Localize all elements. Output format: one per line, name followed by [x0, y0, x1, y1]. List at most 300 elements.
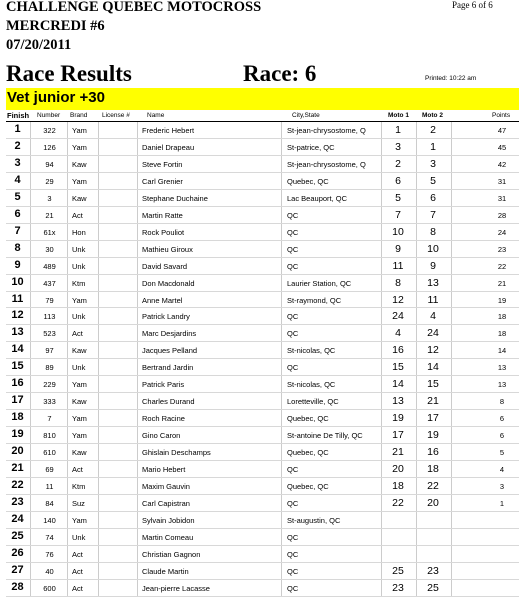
- column-divider: [381, 173, 382, 189]
- cell-finish: 21: [11, 462, 24, 475]
- header-finish: Finish: [7, 111, 30, 120]
- column-divider: [98, 563, 99, 579]
- table-row: [6, 478, 519, 495]
- cell-city: St-nicolas, QC: [287, 346, 336, 356]
- column-divider: [451, 224, 452, 240]
- column-divider: [67, 546, 68, 562]
- cell-finish: 7: [14, 224, 21, 237]
- cell-finish: 12: [11, 309, 24, 322]
- column-divider: [451, 292, 452, 308]
- column-divider: [281, 359, 282, 375]
- cell-moto1: 17: [392, 429, 404, 442]
- column-divider: [67, 512, 68, 528]
- cell-moto1: 8: [395, 276, 401, 289]
- column-divider: [451, 359, 452, 375]
- column-divider: [381, 359, 382, 375]
- cell-moto1: 12: [392, 293, 404, 306]
- cell-name: Bertrand Jardin: [142, 363, 194, 373]
- cell-number: 74: [45, 532, 54, 542]
- column-divider: [281, 173, 282, 189]
- column-divider: [381, 190, 382, 206]
- table-row: [6, 308, 519, 325]
- cell-moto1: 7: [395, 208, 401, 221]
- cell-number: 229: [43, 380, 56, 390]
- column-divider: [451, 529, 452, 545]
- cell-city: Quebec, QC: [287, 176, 329, 186]
- column-divider: [281, 224, 282, 240]
- table-row: [6, 495, 519, 512]
- column-divider: [281, 478, 282, 494]
- column-divider: [451, 308, 452, 324]
- column-divider: [137, 275, 138, 291]
- column-divider: [98, 325, 99, 341]
- column-divider: [381, 292, 382, 308]
- column-divider: [30, 275, 31, 291]
- cell-number: 40: [45, 566, 54, 576]
- cell-points: 31: [497, 176, 507, 186]
- column-divider: [381, 512, 382, 528]
- column-divider: [451, 444, 452, 460]
- cell-brand: Yam: [72, 295, 87, 305]
- cell-finish: 14: [11, 343, 24, 356]
- table-row: [6, 512, 519, 529]
- column-divider: [281, 393, 282, 409]
- column-divider: [67, 308, 68, 324]
- cell-number: 437: [43, 278, 56, 288]
- column-divider: [137, 241, 138, 257]
- column-divider: [281, 546, 282, 562]
- cell-moto1: 25: [392, 564, 404, 577]
- column-divider: [381, 258, 382, 274]
- column-divider: [137, 546, 138, 562]
- cell-moto2: 15: [427, 378, 439, 391]
- column-divider: [416, 275, 417, 291]
- column-divider: [451, 427, 452, 443]
- cell-city: Quebec, QC: [287, 482, 329, 492]
- column-divider: [30, 444, 31, 460]
- column-divider: [281, 139, 282, 155]
- cell-moto2: 6: [430, 191, 436, 204]
- column-divider: [137, 292, 138, 308]
- column-divider: [67, 173, 68, 189]
- column-divider: [98, 529, 99, 545]
- column-divider: [30, 308, 31, 324]
- column-divider: [381, 529, 382, 545]
- cell-moto1: 4: [395, 327, 401, 340]
- cell-moto2: 8: [430, 225, 436, 238]
- table-row: [6, 580, 519, 597]
- race-label: Race: 6: [243, 61, 317, 86]
- cell-moto1: 24: [392, 310, 404, 323]
- cell-finish: 9: [14, 258, 21, 271]
- cell-brand: Act: [72, 465, 83, 475]
- column-divider: [381, 461, 382, 477]
- cell-finish: 4: [14, 173, 21, 186]
- column-divider: [416, 376, 417, 392]
- cell-name: Stephane Duchaine: [142, 193, 208, 203]
- column-divider: [137, 444, 138, 460]
- table-row: [6, 139, 519, 156]
- column-divider: [137, 207, 138, 223]
- column-divider: [67, 580, 68, 596]
- cell-brand: Yam: [72, 142, 87, 152]
- cell-city: QC: [287, 227, 299, 237]
- cell-moto1: 5: [395, 191, 401, 204]
- cell-moto2: 23: [427, 564, 439, 577]
- column-divider: [67, 529, 68, 545]
- cell-name: Marc Desjardins: [142, 329, 197, 339]
- cell-points: 47: [497, 126, 507, 135]
- cell-number: 61x: [43, 227, 56, 237]
- column-divider: [451, 139, 452, 155]
- cell-brand: Yam: [72, 176, 87, 186]
- cell-finish: 5: [14, 190, 21, 203]
- header-brand: Brand: [70, 112, 88, 119]
- cell-number: 21: [45, 210, 54, 220]
- column-divider: [416, 495, 417, 511]
- column-divider: [98, 427, 99, 443]
- column-divider: [281, 563, 282, 579]
- column-divider: [137, 224, 138, 240]
- column-divider: [451, 342, 452, 358]
- column-divider: [30, 342, 31, 358]
- cell-city: QC: [287, 583, 299, 593]
- table-row: [6, 529, 519, 546]
- cell-points: 13: [497, 380, 507, 390]
- column-divider: [30, 461, 31, 477]
- column-divider: [451, 241, 452, 257]
- column-divider: [281, 156, 282, 172]
- column-divider: [137, 512, 138, 528]
- column-divider: [281, 122, 282, 138]
- cell-moto1: 18: [392, 480, 404, 493]
- column-divider: [67, 156, 68, 172]
- cell-moto2: 3: [430, 157, 436, 170]
- cell-moto1: 23: [392, 581, 404, 594]
- column-divider: [98, 546, 99, 562]
- column-divider: [381, 122, 382, 138]
- column-divider: [381, 241, 382, 257]
- cell-city: QC: [287, 210, 299, 220]
- column-divider: [98, 478, 99, 494]
- cell-brand: Act: [72, 210, 83, 220]
- column-divider: [381, 156, 382, 172]
- column-divider: [30, 393, 31, 409]
- cell-name: Rock Pouliot: [142, 227, 185, 237]
- cell-brand: Unk: [72, 363, 86, 373]
- table-row: [6, 122, 519, 139]
- column-divider: [281, 292, 282, 308]
- column-divider: [98, 308, 99, 324]
- printed-time: Printed: 10:22 am: [425, 75, 477, 82]
- column-divider: [416, 563, 417, 579]
- cell-brand: Ktm: [72, 482, 86, 492]
- cell-moto2: 2: [430, 124, 436, 136]
- cell-number: 94: [45, 159, 54, 169]
- cell-moto1: 22: [392, 496, 404, 509]
- column-divider: [451, 410, 452, 426]
- column-divider: [451, 563, 452, 579]
- cell-number: 69: [45, 465, 54, 475]
- column-divider: [416, 359, 417, 375]
- column-divider: [137, 580, 138, 596]
- column-divider: [381, 427, 382, 443]
- column-divider: [98, 376, 99, 392]
- cell-number: 600: [43, 583, 56, 593]
- cell-points: 24: [497, 227, 507, 237]
- column-divider: [281, 308, 282, 324]
- column-divider: [67, 393, 68, 409]
- table-row: [6, 359, 519, 376]
- cell-number: 322: [43, 126, 56, 135]
- column-divider: [137, 342, 138, 358]
- column-divider: [67, 139, 68, 155]
- cell-points: 6: [499, 414, 505, 424]
- cell-finish: 11: [11, 292, 24, 305]
- cell-number: 11: [45, 482, 54, 492]
- cell-city: QC: [287, 566, 299, 576]
- column-divider: [67, 122, 68, 138]
- event-title: CHALLENGE QUEBEC MOTOCROSS: [6, 0, 262, 15]
- cell-number: 523: [43, 329, 56, 339]
- column-divider: [67, 207, 68, 223]
- cell-finish: 26: [11, 546, 24, 559]
- column-divider: [381, 308, 382, 324]
- cell-number: 76: [45, 549, 54, 559]
- cell-points: 42: [497, 159, 507, 169]
- column-divider: [30, 224, 31, 240]
- column-divider: [416, 325, 417, 341]
- header-moto2: Moto 2: [422, 112, 443, 119]
- column-divider: [416, 342, 417, 358]
- cell-city: QC: [287, 312, 299, 322]
- column-divider: [416, 241, 417, 257]
- column-divider: [30, 258, 31, 274]
- column-divider: [381, 495, 382, 511]
- column-divider: [98, 156, 99, 172]
- column-divider: [416, 139, 417, 155]
- column-divider: [30, 325, 31, 341]
- cell-number: 79: [45, 295, 54, 305]
- table-row: [6, 461, 519, 478]
- column-divider: [98, 173, 99, 189]
- cell-name: Maxim Gauvin: [142, 482, 190, 492]
- cell-points: 28: [497, 210, 507, 220]
- cell-number: 97: [45, 346, 54, 356]
- column-divider: [98, 512, 99, 528]
- column-divider: [98, 258, 99, 274]
- cell-points: 4: [499, 465, 505, 475]
- column-divider: [30, 376, 31, 392]
- column-divider: [416, 444, 417, 460]
- column-divider: [281, 207, 282, 223]
- column-divider: [381, 376, 382, 392]
- table-row: [6, 241, 519, 258]
- column-divider: [137, 410, 138, 426]
- header-points: Points: [492, 112, 511, 119]
- column-divider: [451, 546, 452, 562]
- cell-number: 489: [43, 261, 56, 271]
- table-row: [6, 342, 519, 359]
- column-divider: [30, 173, 31, 189]
- cell-name: Sylvain Jobidon: [142, 515, 195, 525]
- table-row: [6, 325, 519, 342]
- cell-moto1: 19: [392, 412, 404, 425]
- cell-brand: Kaw: [72, 159, 87, 169]
- event-subtitle: MERCREDI #6: [6, 18, 105, 34]
- column-divider: [451, 173, 452, 189]
- column-divider: [281, 512, 282, 528]
- column-divider: [381, 393, 382, 409]
- cell-moto1: 1: [395, 124, 401, 136]
- cell-finish: 18: [11, 411, 24, 424]
- column-divider: [281, 376, 282, 392]
- column-divider: [381, 478, 382, 494]
- column-divider: [67, 495, 68, 511]
- cell-finish: 15: [11, 360, 24, 373]
- column-divider: [30, 580, 31, 596]
- cell-number: 7: [47, 414, 52, 424]
- cell-brand: Kaw: [72, 448, 87, 458]
- cell-moto2: 18: [427, 463, 439, 476]
- cell-number: 30: [45, 244, 54, 254]
- column-divider: [137, 376, 138, 392]
- cell-finish: 20: [11, 445, 24, 458]
- column-divider: [30, 359, 31, 375]
- column-divider: [98, 122, 99, 138]
- table-row: [6, 563, 519, 580]
- column-divider: [381, 342, 382, 358]
- cell-moto2: 4: [430, 310, 436, 323]
- column-divider: [98, 410, 99, 426]
- cell-brand: Unk: [72, 312, 86, 322]
- cell-brand: Unk: [72, 532, 86, 542]
- table-row: [6, 190, 519, 207]
- column-divider: [98, 495, 99, 511]
- cell-finish: 19: [11, 428, 24, 441]
- column-divider: [137, 478, 138, 494]
- cell-name: Roch Racine: [142, 414, 185, 424]
- table-row: [6, 207, 519, 224]
- cell-moto1: 21: [392, 446, 404, 459]
- column-divider: [30, 156, 31, 172]
- cell-number: 126: [43, 142, 56, 152]
- column-divider: [67, 325, 68, 341]
- column-divider: [67, 376, 68, 392]
- cell-city: St-augustin, QC: [287, 515, 341, 525]
- cell-points: 5: [499, 448, 505, 458]
- column-divider: [416, 207, 417, 223]
- header-number: Number: [37, 112, 61, 119]
- column-divider: [137, 359, 138, 375]
- cell-points: 31: [497, 193, 507, 203]
- column-divider: [281, 529, 282, 545]
- cell-name: Anne Martel: [142, 295, 183, 305]
- column-divider: [416, 529, 417, 545]
- cell-brand: Unk: [72, 261, 86, 271]
- cell-finish: 23: [11, 495, 24, 508]
- cell-points: 23: [497, 244, 507, 254]
- table-row: [6, 427, 519, 444]
- column-divider: [67, 410, 68, 426]
- column-divider: [451, 190, 452, 206]
- cell-city: St-antoine De Tilly, QC: [287, 431, 363, 441]
- class-name: Vet junior +30: [7, 89, 105, 106]
- cell-points: 18: [497, 312, 507, 322]
- column-divider: [30, 529, 31, 545]
- column-divider: [30, 512, 31, 528]
- cell-finish: 8: [14, 241, 21, 254]
- cell-moto2: 16: [427, 446, 439, 459]
- cell-name: Claude Martin: [142, 566, 189, 576]
- cell-name: Christian Gagnon: [142, 549, 201, 559]
- column-divider: [451, 580, 452, 596]
- column-divider: [67, 275, 68, 291]
- cell-number: 140: [43, 515, 56, 525]
- column-divider: [30, 122, 31, 138]
- column-divider: [451, 495, 452, 511]
- column-divider: [98, 580, 99, 596]
- cell-moto2: 7: [430, 208, 436, 221]
- cell-finish: 16: [11, 377, 24, 390]
- cell-moto1: 9: [395, 242, 401, 255]
- column-divider: [281, 580, 282, 596]
- column-divider: [281, 190, 282, 206]
- column-divider: [137, 393, 138, 409]
- cell-number: 29: [45, 176, 54, 186]
- cell-name: Carl Grenier: [142, 176, 183, 186]
- cell-brand: Yam: [72, 414, 87, 424]
- column-divider: [281, 495, 282, 511]
- cell-city: Quebec, QC: [287, 448, 329, 458]
- cell-points: 22: [497, 261, 507, 271]
- column-divider: [137, 139, 138, 155]
- cell-name: Martin Comeau: [142, 532, 194, 542]
- column-divider: [451, 461, 452, 477]
- page-number: Page 6 of 6: [452, 0, 493, 10]
- column-divider: [281, 275, 282, 291]
- column-divider: [67, 342, 68, 358]
- cell-moto1: 11: [392, 259, 404, 272]
- column-divider: [98, 275, 99, 291]
- column-divider: [416, 427, 417, 443]
- cell-finish: 22: [11, 479, 24, 492]
- column-divider: [416, 258, 417, 274]
- column-divider: [451, 512, 452, 528]
- column-divider: [137, 563, 138, 579]
- column-divider: [416, 173, 417, 189]
- cell-city: St-raymond, QC: [287, 295, 342, 305]
- cell-brand: Act: [72, 583, 83, 593]
- column-divider: [451, 275, 452, 291]
- results-table: [6, 121, 519, 597]
- column-divider: [137, 258, 138, 274]
- column-divider: [98, 139, 99, 155]
- event-date: 07/20/2011: [6, 37, 72, 53]
- cell-points: 13: [497, 363, 507, 373]
- cell-moto2: 21: [427, 395, 439, 408]
- cell-name: Gino Caron: [142, 431, 181, 441]
- column-divider: [381, 325, 382, 341]
- cell-brand: Kaw: [72, 397, 87, 407]
- column-divider: [381, 207, 382, 223]
- column-divider: [281, 258, 282, 274]
- column-divider: [67, 359, 68, 375]
- cell-points: 6: [499, 431, 505, 441]
- cell-moto2: 13: [427, 276, 439, 289]
- cell-number: 810: [43, 431, 56, 441]
- cell-points: 19: [497, 295, 507, 305]
